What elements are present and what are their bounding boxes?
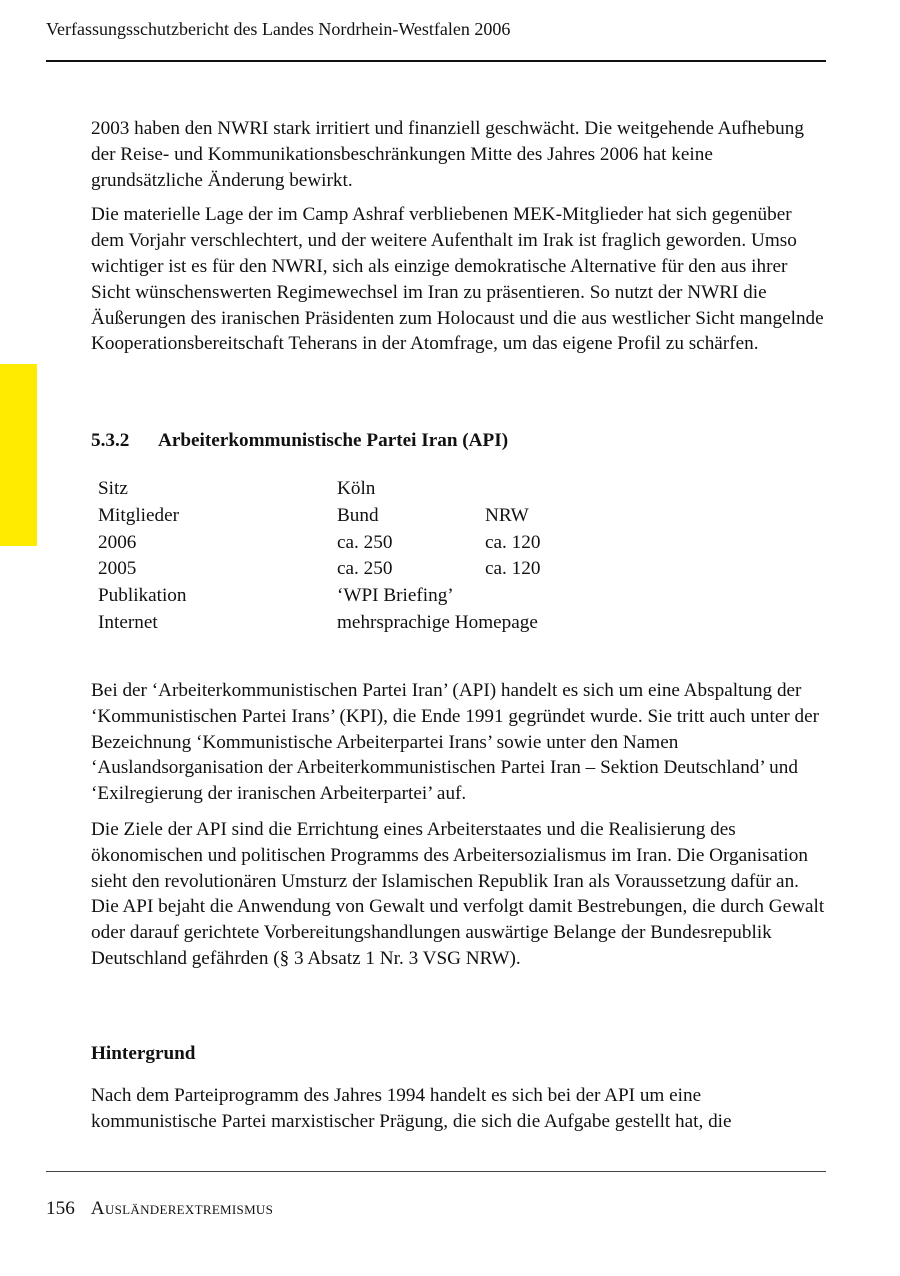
- facts-extra: ca. 120: [485, 558, 541, 580]
- facts-value: Köln: [337, 478, 376, 499]
- facts-label: Internet: [98, 611, 158, 633]
- facts-label: Publikation: [98, 585, 187, 607]
- facts-value: ca. 250: [337, 558, 393, 580]
- paragraph: 2003 haben den NWRI stark irritiert und finanziell geschwächt. Die weitgehende Aufhebung der Reise- und Kommunikationsbeschränkungen Mitte des Jahres 2006 hat keine grundsätzliche Änderung bewirkt.: [91, 118, 804, 191]
- facts-extra: ca. 120: [485, 531, 541, 553]
- facts-value: ca. 250: [337, 531, 393, 553]
- body-text-bottom: [91, 1083, 827, 1135]
- section-number: 5.3.2: [91, 430, 130, 451]
- facts-extra: NRW: [485, 504, 529, 526]
- page-number: 156: [46, 1198, 75, 1219]
- paragraph: Nach dem Parteiprogramm des Jahres 1994 handelt es sich bei der API um eine kommunistische Partei marxistischer Prägung, die sich die Aufgabe gestellt hat, die: [91, 1085, 732, 1132]
- page-footer: [46, 1197, 273, 1221]
- chapter-title: Ausländerextremismus: [90, 1198, 274, 1219]
- body-text-top: [91, 116, 827, 357]
- facts-label: Mitglieder: [98, 504, 179, 526]
- facts-value: ‘WPI Briefing’: [337, 585, 454, 607]
- paragraph: Die materielle Lage der im Camp Ashraf verbliebenen MEK-Mitglieder hat sich gegenüber dem Vorjahr verschlechtert, und der weitere Aufenthalt im Irak ist fraglich geworden. Umso wichtiger ist es für den NWRI, sich als einzige demokratische Alternative für den aus ihrer Sicht wünschenswerten Regimewechsel im Iran zu präsentieren. So nutzt der NWRI die Äußerungen des iranischen Präsidenten zum Holocaust und die aus westlicher Sicht mangelnde Kooperationsbereitschaft Teherans in der Atomfrage, um das eigene Profil zu schärfen.: [91, 204, 824, 355]
- paragraph: Bei der ‘Arbeiterkommunistischen Partei Iran’ (API) handelt es sich um eine Abspaltung der ‘Kommunistischen Partei Irans’ (KPI), die Ende 1991 gegründet wurde. Sie tritt auch unter der Bezeichnung ‘Kommunistische Arbeiterpartei Irans’ sowie unter den Namen ‘Auslandsorganisation der Arbeiterkommunistischen Partei Iran – Sektion Deutschland’ und ‘Exilregierung der iranischen Arbeiterpartei’ auf.: [91, 680, 820, 805]
- facts-value: mehrsprachige Homepage: [337, 611, 538, 633]
- footer-rule: [46, 1171, 826, 1172]
- facts-label: Sitz: [98, 478, 128, 499]
- running-header-title: Verfassungsschutzbericht des Landes Nordrhein-Westfalen 2006: [46, 19, 511, 39]
- body-text-middle: [91, 678, 827, 972]
- section-heading: [91, 428, 508, 454]
- facts-label: 2005: [98, 558, 137, 580]
- subheading: Hintergrund: [91, 1043, 196, 1064]
- chapter-marker-tab: [0, 364, 37, 546]
- facts-label: 2006: [98, 531, 137, 553]
- header-rule: [46, 60, 826, 62]
- section-title: Arbeiterkommunistische Partei Iran (API): [158, 430, 509, 451]
- paragraph: Die Ziele der API sind die Errichtung eines Arbeiterstaates und die Realisierung des ökonomischen und politischen Programms des Arbeitersozialismus im Iran. Die Organisation sieht den revolutionären Umsturz der Islamischen Republik Iran als Voraussetzung dafür an. Die API bejaht die Anwendung von Gewalt und verfolgt damit Bestrebungen, die durch Gewalt oder darauf gerichtete Vorbereitungshandlungen auswärtige Belange der Bundesrepublik Deutschland gefährden (§ 3 Absatz 1 Nr. 3 VSG NRW).: [91, 818, 825, 969]
- facts-value: Bund: [337, 504, 379, 526]
